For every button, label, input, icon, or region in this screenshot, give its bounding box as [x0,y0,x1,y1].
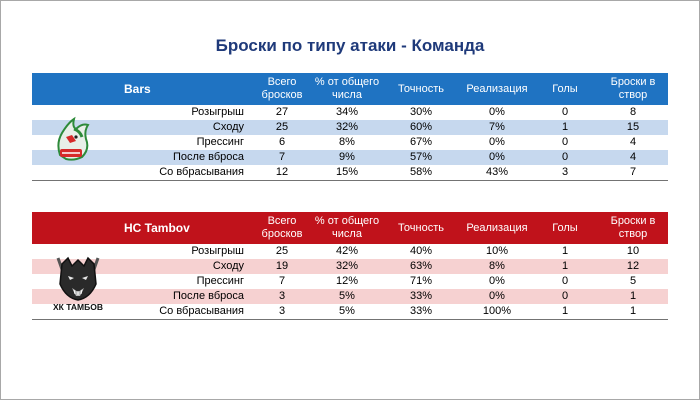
table-cell: 8 [629,106,637,118]
svg-text:ХК ТАМБОВ: ХК ТАМБОВ [53,302,103,312]
table-cell: 7% [489,121,505,133]
table-cell: 71% [409,275,433,287]
table-cell: 0 [561,136,569,148]
column-header: Реализация [466,221,528,234]
table-cell: 10 [626,245,640,257]
table-cell: 60% [409,121,433,133]
table-cell: 19 [275,260,289,272]
table-cell: 30% [409,106,433,118]
team-header [32,212,668,244]
table-cell: 12% [335,275,359,287]
table-cell: 15% [335,166,359,178]
table-cell: 5 [629,275,637,287]
table-cell: 100% [482,305,512,317]
row-label: Сходу [212,260,244,272]
table-cell: 0% [489,106,505,118]
column-header: % от общего числа [314,76,380,101]
table-cell: 6 [278,136,286,148]
table-cell: 32% [335,121,359,133]
table-cell: 25 [275,121,289,133]
table-cell: 27 [275,106,289,118]
team-name: HC Tambov [124,221,190,235]
table-cell: 0% [489,136,505,148]
row-label: После вброса [173,290,244,302]
table-cell: 43% [485,166,509,178]
team-header [32,73,668,105]
column-header: % от общего числа [314,215,380,240]
table-cell: 0 [561,151,569,163]
table-cell: 58% [409,166,433,178]
table-cell: 0% [489,151,505,163]
table-cell: 1 [561,121,569,133]
table-cell: 0% [489,275,505,287]
table-cell: 0% [489,290,505,302]
table-cell: 5% [339,305,355,317]
row-label: Со вбрасывания [159,166,244,178]
column-header: Голы [552,82,578,95]
row-label: Прессинг [196,275,244,287]
team-table-1 [32,212,668,320]
table-cell: 34% [335,106,359,118]
team-name: Bars [124,82,151,96]
column-header: Реализация [466,82,528,95]
page-title: Броски по типу атаки - Команда [215,36,485,55]
table-cell: 1 [629,290,637,302]
table-cell: 12 [626,260,640,272]
table-cell: 10% [485,245,509,257]
table-cell: 67% [409,136,433,148]
column-header: Голы [552,221,578,234]
table-row [32,259,668,274]
table-row [32,289,668,304]
table-cell: 15 [626,121,640,133]
table-cell: 5% [339,290,355,302]
table-cell: 3 [561,166,569,178]
table-bottom-rule [32,319,668,320]
table-cell: 0 [561,290,569,302]
column-header: Броски в створ [610,215,656,240]
table-cell: 7 [278,275,286,287]
table-cell: 8% [339,136,355,148]
table-cell: 63% [409,260,433,272]
table-cell: 33% [409,290,433,302]
table-cell: 1 [561,245,569,257]
row-label: Сходу [212,121,244,133]
table-cell: 32% [335,260,359,272]
table-bottom-rule [32,180,668,181]
table-cell: 33% [409,305,433,317]
column-header: Всего бросков [261,76,303,101]
table-cell: 0 [561,275,569,287]
table-row [32,274,668,289]
table-cell: 3 [278,305,286,317]
row-label: Розыгрыш [191,245,244,257]
table-row [32,304,668,319]
table-row [32,120,668,135]
column-header: Всего бросков [261,215,303,240]
table-row [32,150,668,165]
team-table-0 [32,73,668,181]
bars-logo-icon [52,115,94,168]
table-cell: 0 [561,106,569,118]
table-cell: 7 [629,166,637,178]
table-cell: 3 [278,290,286,302]
table-cell: 12 [275,166,289,178]
row-label: Прессинг [196,136,244,148]
table-cell: 1 [561,305,569,317]
tambov-logo-icon [50,254,106,317]
table-cell: 4 [629,136,637,148]
table-cell: 7 [278,151,286,163]
table-cell: 1 [561,260,569,272]
table-cell: 8% [489,260,505,272]
table-cell: 4 [629,151,637,163]
column-header: Броски в створ [610,76,656,101]
table-cell: 1 [629,305,637,317]
table-cell: 42% [335,245,359,257]
row-label: После вброса [173,151,244,163]
table-row [32,105,668,120]
table-cell: 9% [339,151,355,163]
row-label: Со вбрасывания [159,305,244,317]
column-header: Точность [398,82,444,95]
column-header: Точность [398,221,444,234]
table-cell: 40% [409,245,433,257]
table-row [32,165,668,180]
table-row [32,135,668,150]
table-row [32,244,668,259]
table-cell: 25 [275,245,289,257]
row-label: Розыгрыш [191,106,244,118]
table-cell: 57% [409,151,433,163]
